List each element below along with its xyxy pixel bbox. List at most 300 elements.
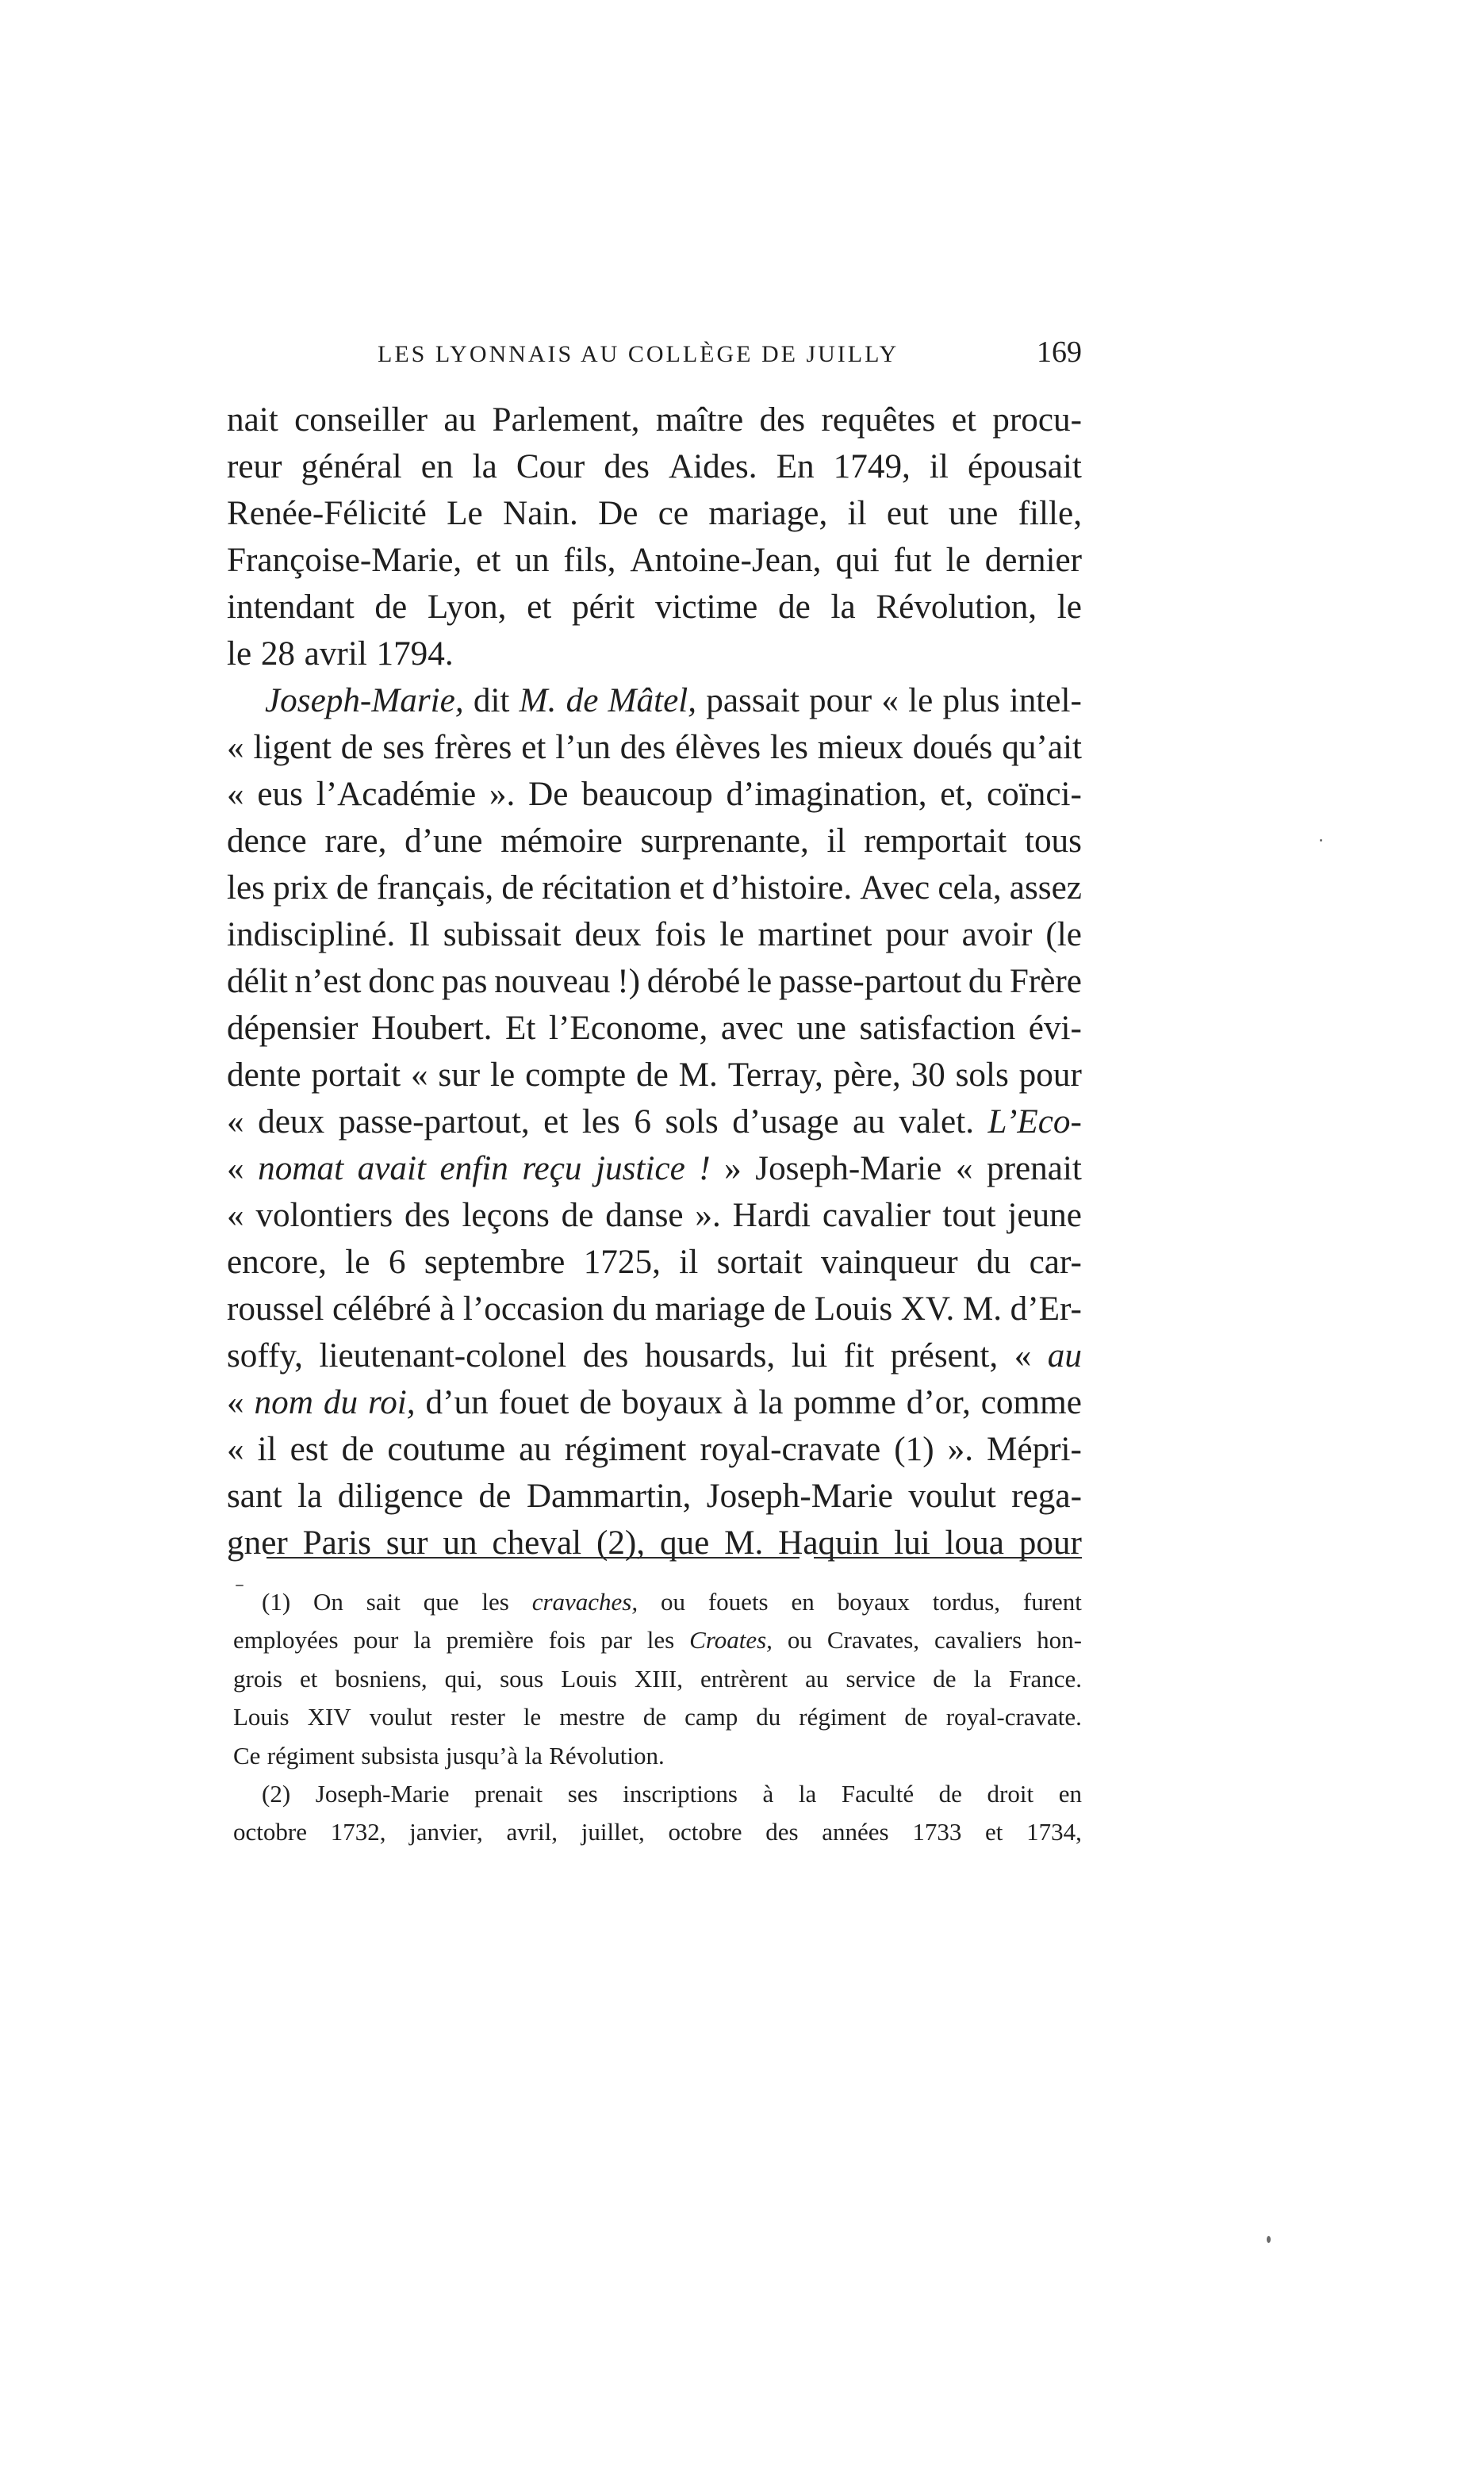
word: les (581, 1103, 620, 1141)
word: prenait (986, 1150, 1082, 1187)
word: l’occasion (462, 1290, 604, 1328)
word: leçons (462, 1197, 550, 1234)
word: de (642, 1703, 667, 1731)
word: 30 (911, 1056, 945, 1094)
word: Louis (561, 1664, 617, 1693)
word: roussel (227, 1290, 324, 1328)
body-line (227, 1286, 1082, 1332)
word: bosniens, (335, 1664, 428, 1693)
word: sant (227, 1478, 282, 1515)
word: qui, (444, 1664, 483, 1693)
word: dérobé (646, 963, 741, 1000)
word: régiment (799, 1703, 887, 1731)
word: Révolution. (549, 1741, 665, 1769)
word: prenait (474, 1779, 543, 1808)
word: frères (434, 729, 512, 766)
word: Et (505, 1010, 536, 1047)
word: 1749, (833, 448, 911, 485)
word: 28 (260, 635, 296, 673)
word: (2), (596, 1524, 646, 1562)
word: nomat (258, 1150, 344, 1187)
word: de (904, 1703, 928, 1731)
word: sortait (716, 1244, 803, 1281)
word: ». (695, 1197, 721, 1234)
word: « (881, 682, 899, 719)
word: maître (655, 401, 744, 439)
word: Mépri- (987, 1431, 1082, 1468)
word: On (313, 1588, 343, 1616)
word: boyaux (837, 1588, 910, 1616)
word: De (528, 776, 569, 813)
word: ses (567, 1779, 598, 1808)
word: valet. (899, 1103, 975, 1141)
word: Lyon, (427, 589, 507, 626)
word: doués (912, 729, 993, 766)
word: janvier, (409, 1818, 483, 1846)
running-head (227, 333, 1082, 381)
word: au (443, 401, 477, 439)
word: de (478, 1478, 512, 1515)
word: Dammartin, (526, 1478, 692, 1515)
word: du (612, 1290, 647, 1328)
word: et (300, 1664, 318, 1693)
word: 6 (388, 1244, 406, 1281)
word: mémoire (500, 822, 623, 860)
word: soffy, (227, 1337, 303, 1375)
word: mariage, (708, 495, 828, 532)
word: Louis (814, 1290, 893, 1328)
word: coïnci- (987, 776, 1082, 813)
body-line (227, 1052, 1082, 1098)
word: L’Eco- (987, 1103, 1082, 1141)
word: Paris (302, 1524, 371, 1562)
word: que (659, 1524, 710, 1562)
word: ! (699, 1150, 711, 1187)
word: en (420, 448, 454, 485)
word: boyaux (622, 1384, 723, 1421)
word: présent, (890, 1337, 999, 1375)
word: enfin (439, 1150, 508, 1187)
word: cravaches, (531, 1588, 638, 1616)
word: d’Er- (1010, 1290, 1082, 1328)
word: et (679, 869, 704, 907)
word: deux (574, 916, 642, 953)
word: au (519, 1431, 551, 1468)
word: à (439, 1290, 455, 1328)
word: Françoise-Marie, (227, 542, 462, 579)
word: passe-partout (778, 963, 962, 1000)
word: lieutenant-colonel (319, 1337, 567, 1375)
word: Joseph-Marie, (265, 682, 464, 719)
word: fouets (707, 1588, 769, 1616)
word: royal-cravate (700, 1431, 881, 1468)
word: Révolution, (876, 589, 1037, 626)
word: Antoine-Jean, (630, 542, 822, 579)
word: mariage (654, 1290, 765, 1328)
word: Croates, (689, 1626, 773, 1654)
word: le (945, 542, 971, 579)
footnote-line (233, 1737, 1082, 1775)
word: fois (548, 1626, 586, 1654)
word: lui (791, 1337, 828, 1375)
word: inscriptions (623, 1779, 738, 1808)
word: compte (525, 1056, 627, 1094)
word: donc (368, 963, 435, 1000)
word: intendant (227, 589, 355, 626)
body-line (227, 958, 1082, 1005)
word: Joseph-Marie (315, 1779, 450, 1808)
word: tout (942, 1197, 996, 1234)
word: du (756, 1703, 781, 1731)
word: d’histoire. (711, 869, 853, 907)
word: et, (940, 776, 974, 813)
footnote-line (233, 1813, 1082, 1851)
word: des (619, 729, 666, 766)
word: 1733 (912, 1818, 962, 1846)
word: satisfaction (859, 1010, 1016, 1047)
word: plus (942, 682, 1000, 719)
word: le (345, 1244, 370, 1281)
word: tous (1024, 822, 1082, 860)
word: pomme (793, 1384, 896, 1421)
footnote-rule-left (267, 1557, 800, 1559)
word: l’un (555, 729, 611, 766)
word: la (297, 1478, 323, 1515)
word: de (374, 589, 408, 626)
word: pour (809, 682, 872, 719)
word: général (301, 448, 402, 485)
word: Le (447, 495, 483, 532)
word: avec (720, 1010, 784, 1047)
word: la (472, 448, 497, 485)
word: en (1058, 1779, 1082, 1808)
word: Nain. (503, 495, 578, 532)
body-line (227, 1520, 1082, 1566)
word: « (1014, 1337, 1032, 1375)
word: le (1056, 589, 1082, 626)
word: d’or, (906, 1384, 971, 1421)
word: tordus, (932, 1588, 1001, 1616)
word: (le (1045, 916, 1082, 953)
word: ses (382, 729, 425, 766)
word: avril, (506, 1818, 558, 1846)
body-line (227, 1098, 1082, 1145)
word: à (762, 1779, 774, 1808)
body-line (227, 1332, 1082, 1379)
body-line (227, 865, 1082, 911)
word: le (523, 1703, 542, 1731)
word: Il (408, 916, 430, 953)
word: royal-cravate. (945, 1703, 1082, 1731)
page-number: 169 (1037, 335, 1082, 369)
word: pour (885, 916, 949, 953)
word: 6 (634, 1103, 651, 1141)
body-line (227, 1239, 1082, 1286)
word: Cour (516, 448, 585, 485)
word: d’usage (732, 1103, 839, 1141)
word: et (476, 542, 501, 579)
word: de (933, 1664, 957, 1693)
word: des (765, 1818, 799, 1846)
word: et (985, 1818, 1003, 1846)
word: d’un (425, 1384, 489, 1421)
word: est (290, 1431, 328, 1468)
word: de (336, 869, 369, 907)
word: Renée-Félicité (227, 495, 427, 532)
body-line (227, 397, 1082, 443)
word: nait (227, 401, 278, 439)
word: danse (605, 1197, 684, 1234)
word: dence (227, 822, 307, 860)
word: cela, (938, 869, 1002, 907)
word: roi, (367, 1384, 416, 1421)
word: octobre (668, 1818, 742, 1846)
word: des (582, 1337, 629, 1375)
word: les (769, 729, 808, 766)
word: M. (962, 1290, 1003, 1328)
word: fils, (563, 542, 616, 579)
body-line (227, 1192, 1082, 1239)
body-line (227, 443, 1082, 490)
word: régiment (267, 1741, 355, 1769)
word: sur (438, 1056, 481, 1094)
word: pour (1018, 1524, 1082, 1562)
word: cavalier (822, 1197, 931, 1234)
word: de (341, 1431, 374, 1468)
word: service (846, 1664, 916, 1693)
word: employées (233, 1626, 339, 1654)
word: entrèrent (700, 1664, 788, 1693)
word: il (679, 1244, 699, 1281)
word: la (758, 1384, 784, 1421)
word: d’imagination, (726, 776, 927, 813)
word: jusqu’à (445, 1741, 519, 1769)
word: ou (660, 1588, 685, 1616)
word: célébré (332, 1290, 431, 1328)
word: le (227, 635, 252, 673)
word: camp (684, 1703, 738, 1731)
word: de (579, 1384, 612, 1421)
word: Ce (233, 1741, 261, 1769)
word: conseiller (294, 401, 428, 439)
word: Faculté (841, 1779, 915, 1808)
word: furent (1022, 1588, 1082, 1616)
word: qui (835, 542, 880, 579)
word: ». (489, 776, 516, 813)
word: un (515, 542, 550, 579)
word: prix (273, 869, 328, 907)
footnote-line (233, 1583, 1082, 1621)
word: de (501, 869, 535, 907)
word: une (948, 495, 999, 532)
word: sols (665, 1103, 719, 1141)
word: encore, (227, 1244, 327, 1281)
word: 1732, (330, 1818, 386, 1846)
word: il (929, 448, 949, 485)
word: avait (357, 1150, 426, 1187)
word: Cravates, (826, 1626, 920, 1654)
word: nouveau (494, 963, 611, 1000)
word: deux (258, 1103, 325, 1141)
word: de (636, 1056, 669, 1094)
word: du (968, 963, 1003, 1000)
word: première (446, 1626, 534, 1654)
word: ou (787, 1626, 812, 1654)
word: et (951, 401, 976, 439)
word: !) (617, 963, 640, 1000)
word: octobre (233, 1818, 307, 1846)
word: ». (947, 1431, 973, 1468)
word: « (227, 1150, 244, 1187)
word: eut (886, 495, 929, 532)
word: « (410, 1056, 428, 1094)
word: cheval (492, 1524, 582, 1562)
word: Mâtel, (608, 682, 697, 719)
word: « (227, 1103, 244, 1141)
word: (1) (894, 1431, 934, 1468)
word: gner (227, 1524, 288, 1562)
word: fit (843, 1337, 875, 1375)
word: récitation (542, 869, 672, 907)
word: » (724, 1150, 742, 1187)
word: la (413, 1626, 431, 1654)
body-line (227, 537, 1082, 584)
word: en (791, 1588, 815, 1616)
word: martinet (757, 916, 872, 953)
word: Joseph-Marie (755, 1150, 942, 1187)
word: les (481, 1588, 509, 1616)
body-line (227, 1145, 1082, 1192)
word: fouet (498, 1384, 569, 1421)
word: reur (227, 448, 282, 485)
word: évi- (1028, 1010, 1082, 1047)
word: Terray, (727, 1056, 823, 1094)
word: XIII, (634, 1664, 683, 1693)
word: rare, (324, 822, 387, 860)
word: juillet, (581, 1818, 645, 1846)
word: la (830, 589, 856, 626)
word: du (323, 1384, 359, 1421)
body-line (227, 1426, 1082, 1473)
word: comme (980, 1384, 1082, 1421)
word: dit (473, 682, 510, 719)
word: XIV (307, 1703, 351, 1731)
word: (2) (262, 1779, 291, 1808)
word: droit (987, 1779, 1034, 1808)
word: des (405, 1197, 451, 1234)
word: nom (254, 1384, 313, 1421)
word: coutume (387, 1431, 506, 1468)
word: le (746, 963, 773, 1000)
word: de (778, 589, 811, 626)
word: sous (500, 1664, 544, 1693)
word: à (733, 1384, 749, 1421)
word: d’une (405, 822, 483, 860)
word: les (646, 1626, 675, 1654)
word: le (908, 682, 934, 719)
word: hon- (1037, 1626, 1082, 1654)
word: mestre (559, 1703, 625, 1731)
word: des (604, 448, 650, 485)
word: régiment (564, 1431, 687, 1468)
word: XV. (900, 1290, 955, 1328)
body-line (227, 631, 1082, 677)
word: fois (654, 916, 707, 953)
word: fille, (1018, 495, 1082, 532)
word: père, (833, 1056, 901, 1094)
word: « (227, 1197, 244, 1234)
word: septembre (424, 1244, 566, 1281)
body-line (227, 724, 1082, 771)
body-line (227, 911, 1082, 958)
word: 1734, (1026, 1818, 1082, 1846)
word: l’Econome, (548, 1010, 708, 1047)
word: « (227, 776, 244, 813)
word: voulut (369, 1703, 432, 1731)
word: Joseph-Marie (706, 1478, 893, 1515)
word: mieux (817, 729, 903, 766)
word: subissait (443, 916, 562, 953)
footnote-rule-right (814, 1557, 1082, 1559)
word: « (955, 1150, 973, 1187)
word: voulut (908, 1478, 996, 1515)
body-line (227, 490, 1082, 537)
word: Louis (233, 1703, 290, 1731)
word: reçu (522, 1150, 582, 1187)
word: au (853, 1103, 885, 1141)
word: et (543, 1103, 569, 1141)
word: et (527, 589, 552, 626)
word: que (423, 1588, 459, 1616)
word: (1) (262, 1588, 291, 1616)
word: il (257, 1431, 277, 1468)
word: épousait (968, 448, 1082, 485)
footnotes (233, 1583, 1082, 1852)
word: au (1047, 1337, 1082, 1375)
word: sur (385, 1524, 428, 1562)
body-line (227, 1473, 1082, 1520)
word: rester (450, 1703, 505, 1731)
word: beaucoup (581, 776, 713, 813)
word: vainqueur (820, 1244, 958, 1281)
word: victime (654, 589, 758, 626)
body-line (227, 1005, 1082, 1052)
word: grois (233, 1664, 282, 1693)
word: délit (227, 963, 288, 1000)
word: le (490, 1056, 516, 1094)
word: la (973, 1664, 991, 1693)
word: dernier (984, 542, 1082, 579)
word: Haquin (778, 1524, 880, 1562)
word: lui (894, 1524, 930, 1562)
word: par (600, 1626, 632, 1654)
word: passait (706, 682, 800, 719)
word: 1794. (376, 635, 454, 673)
word: cavaliers (934, 1626, 1022, 1654)
word: français, (376, 869, 494, 907)
word: l’Académie (316, 776, 477, 813)
word: remportait (864, 822, 1007, 860)
word: passe-partout, (338, 1103, 530, 1141)
word: Aides. (668, 448, 757, 485)
word: le (719, 916, 745, 953)
word: dépensier (227, 1010, 359, 1047)
word: de (566, 682, 599, 719)
word: élèves (675, 729, 761, 766)
word: « (227, 1384, 244, 1421)
word: indiscipliné. (227, 916, 396, 953)
word: avoir (961, 916, 1033, 953)
